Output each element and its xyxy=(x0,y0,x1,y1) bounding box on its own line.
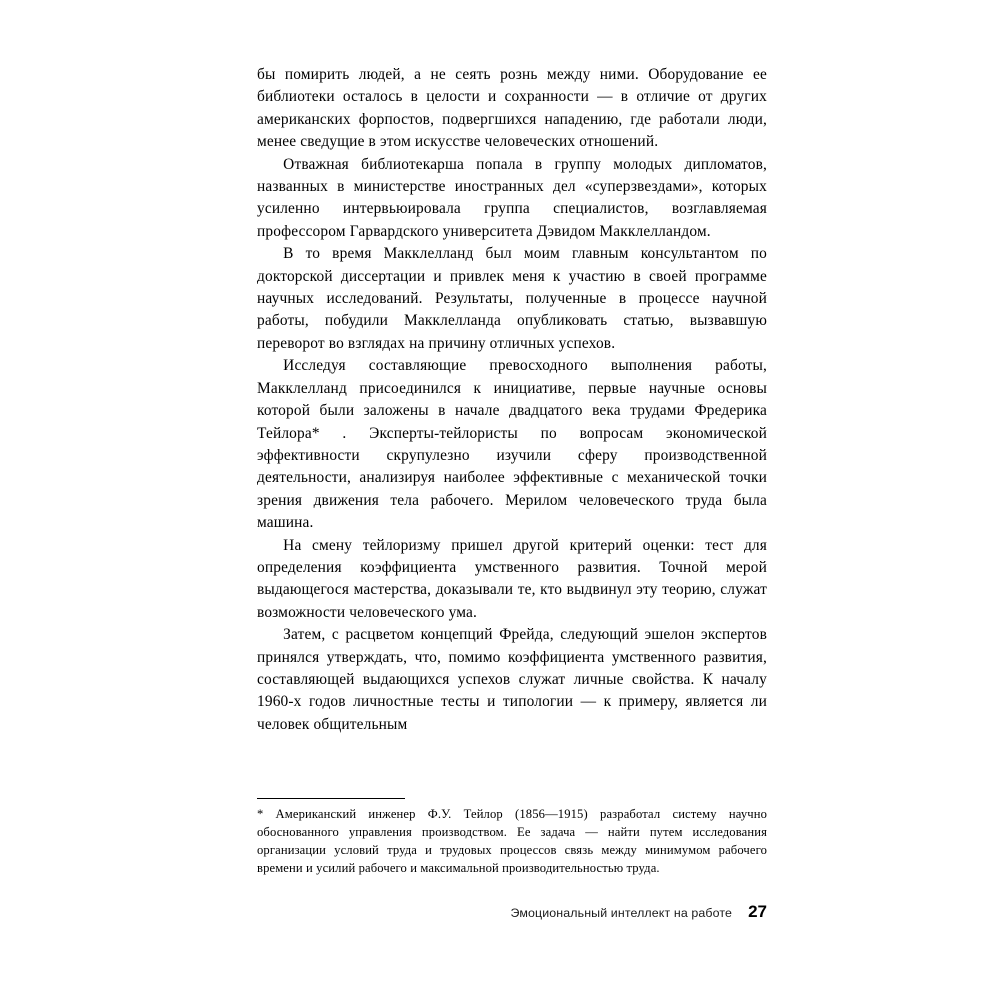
paragraph: В то время Макклелланд был моим главным консультантом по докторской диссертации и привлек меня к участию в своей программе научных исследований. Результаты, полученные в процессе научной работы, побудили Макклелланда опубликовать статью, вызвавшую переворот во взглядах на причину отличных успехов. xyxy=(257,245,767,352)
footnote-body: Американский инженер Ф.У. Тейлор (1856—1915) разработал систему научно обоснованного управления производством. Ее задача — найти путем исследования организации условий труда и трудовых процессов связь между минимумом рабочего времени и усилий рабочего и максимальной производительностью труда. xyxy=(257,807,767,875)
paragraph: Отважная библиотекарша попала в группу молодых дипломатов, названных в министерстве иностранных дел «суперзвездами», которых усиленно интервьюировала группа специалистов, возглавляемая профессором Гарвардского университета Дэвидом Макклелландом. xyxy=(257,155,767,240)
paragraph: бы помирить людей, а не сеять рознь между ними. Оборудование ее библиотеки осталось в целости и сохранности — в отличие от других американских форпостов, подвергшихся нападению, где работали люди, менее сведущие в этом искусстве человеческих отношений. xyxy=(257,66,767,151)
paragraph: Затем, с расцветом концепций Фрейда, следующий эшелон экспертов принялся утверждать, что, помимо коэффициента умственного развития, составляющей выдающихся успехов служат личные свойства. К началу 1960-х годов личностные тесты и типологии — к примеру, является ли человек общительным xyxy=(257,626,767,733)
footnote xyxy=(257,806,767,878)
page-number: 27 xyxy=(748,902,767,921)
footnote-block xyxy=(257,798,767,878)
paragraph-with-footnote-ref: Исследуя составляющие превосходного выполнения работы, Макклелланд присоединился к инициативе, первые научные основы которой были заложены в начале двадцатого века трудами Фредерика Тейлора* . Эксперты-тейлористы по вопросам экономической эффективности скрупулезно изучили сферу производственной деятельности, анализируя наиболее эффективные с механической точки зрения движения тела рабочего. Мерилом человеческого труда была машина. xyxy=(257,357,767,532)
body-text-column xyxy=(257,64,767,736)
footnote-marker: * xyxy=(257,807,264,821)
paragraph: На смену тейлоризму пришел другой критерий оценки: тест для определения коэффициента умственного развития. Точной мерой выдающегося мастерства, доказывали те, кто выдвинул эту теорию, служат возможности человеческого ума. xyxy=(257,536,767,621)
footnote-separator xyxy=(257,798,405,799)
running-title: Эмоциональный интеллект на работе xyxy=(510,906,733,920)
page-footer xyxy=(257,902,767,922)
